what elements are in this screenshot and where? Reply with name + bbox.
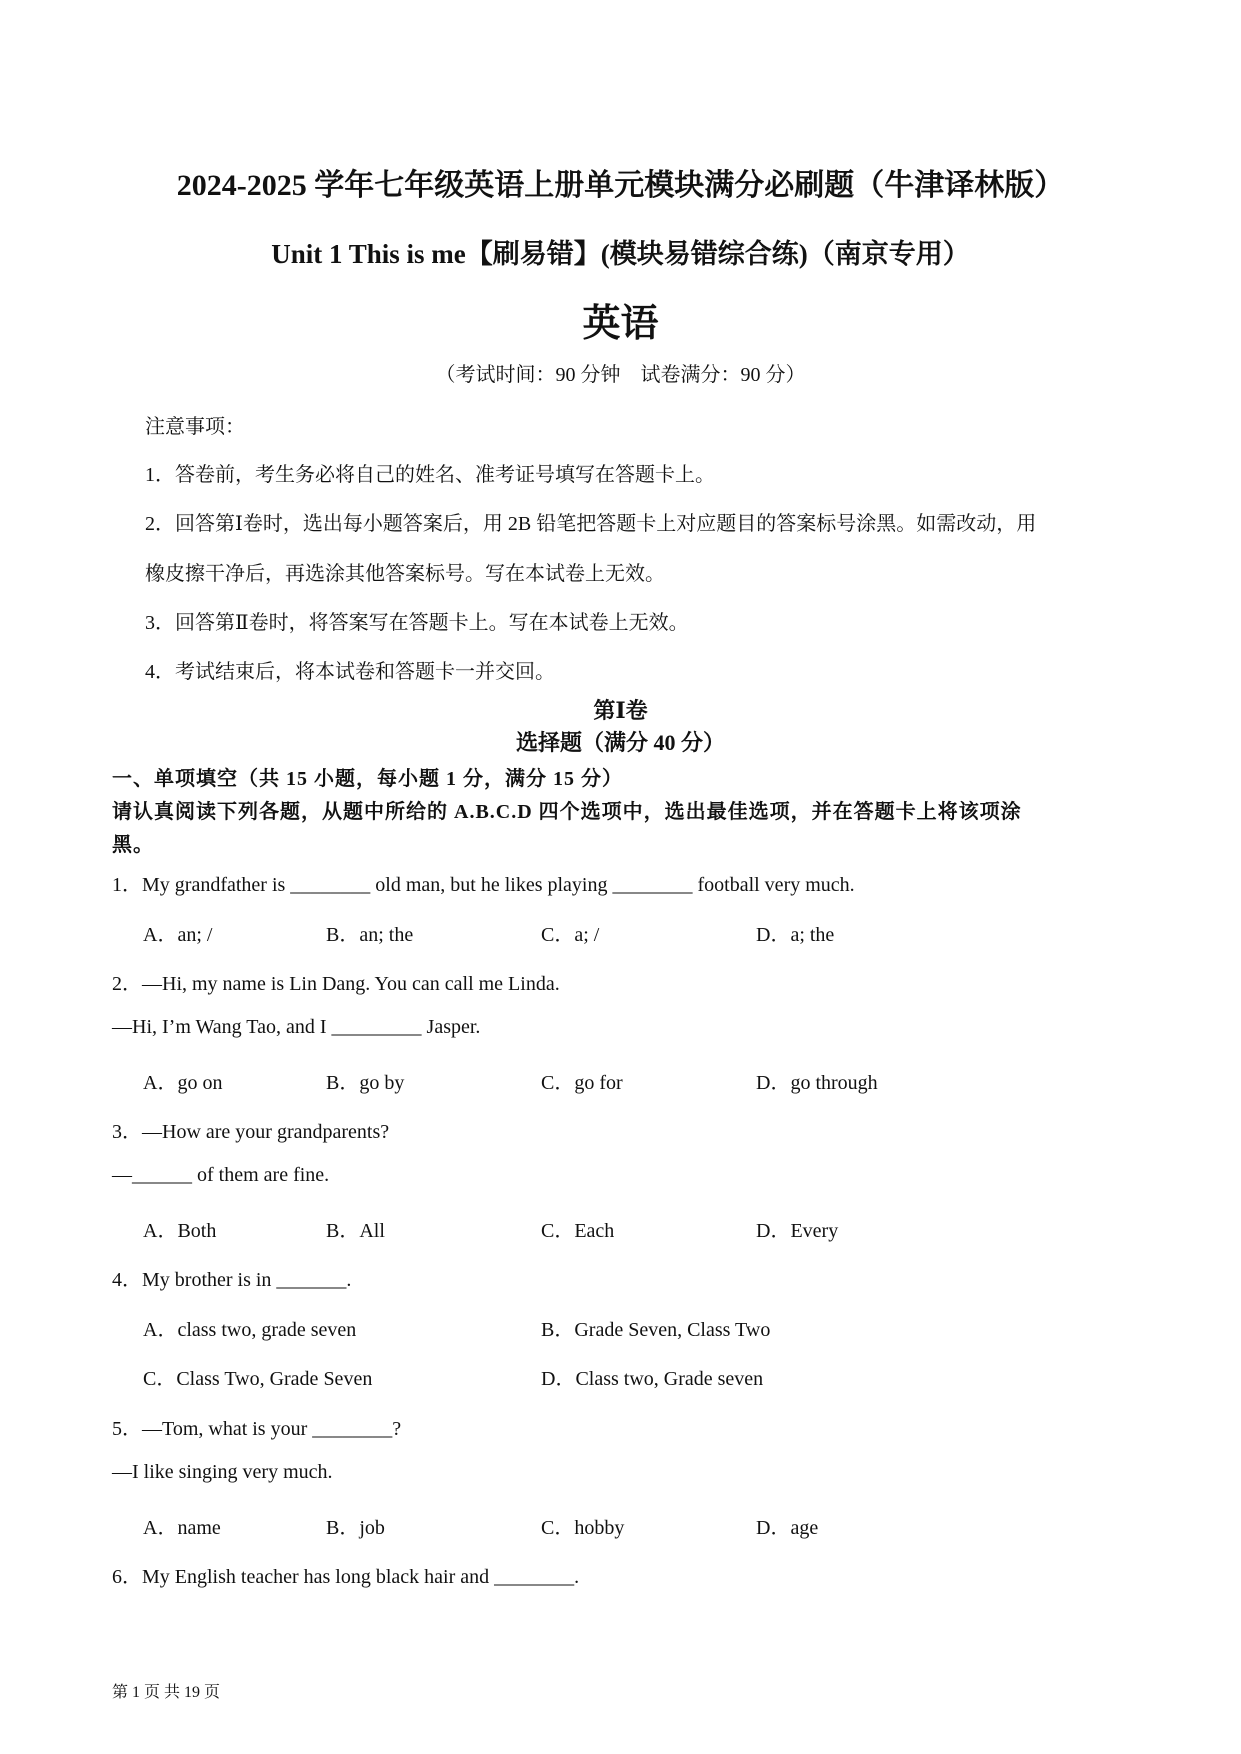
notice-item-3: 3．回答第Ⅱ卷时，将答案写在答题卡上。写在本试卷上无效。 — [145, 612, 689, 634]
notice-item-2-continued: 橡皮擦干净后，再选涂其他答案标号。写在本试卷上无效。 — [145, 563, 665, 585]
question-2-option-b: B．go by — [326, 1072, 405, 1094]
notice-item-1: 1．答卷前，考生务必将自己的姓名、准考证号填写在答题卡上。 — [145, 464, 715, 486]
question-2-option-a: A．go on — [143, 1072, 223, 1094]
question-2-stem-line-2: —Hi, I’m Wang Tao, and I _________ Jasper. — [112, 1016, 481, 1038]
question-6-stem: 6．My English teacher has long black hair and ________. — [112, 1566, 580, 1588]
instruction-line-2: 黑。 — [112, 834, 154, 856]
question-4-option-c: C．Class Two, Grade Seven — [143, 1368, 373, 1390]
question-5-option-a: A．name — [143, 1517, 221, 1539]
question-5-stem-line-2: —I like singing very much. — [112, 1461, 333, 1483]
question-5-stem-line-1: 5．—Tom, what is your ________? — [112, 1418, 402, 1440]
part-title: 一、单项填空（共 15 小题，每小题 1 分，满分 15 分） — [112, 768, 623, 790]
notice-heading: 注意事项： — [145, 416, 245, 438]
question-4-option-a: A．class two, grade seven — [143, 1319, 357, 1341]
section-title: 选择题（满分 40 分） — [515, 730, 725, 755]
question-4-option-b: B．Grade Seven, Class Two — [541, 1319, 771, 1341]
question-5-option-b: B．job — [326, 1517, 385, 1539]
page-number: 第 1 页 共 19 页 — [112, 1684, 221, 1701]
question-1-option-a: A．an; / — [143, 924, 213, 946]
question-3-stem-line-1: 3．—How are your grandparents? — [112, 1121, 390, 1143]
question-1-option-b: B．an; the — [326, 924, 414, 946]
question-1-option-c: C．a; / — [541, 924, 600, 946]
question-4-option-d: D．Class two, Grade seven — [541, 1368, 764, 1390]
question-2-option-c: C．go for — [541, 1072, 623, 1094]
document-subtitle: Unit 1 This is me【刷易错】(模块易错综合练)（南京专用） — [271, 239, 970, 269]
question-3-option-d: D．Every — [756, 1220, 839, 1242]
volume-heading: 第Ⅰ卷 — [593, 698, 648, 723]
question-3-stem-line-2: —______ of them are fine. — [112, 1164, 330, 1186]
question-2-stem-line-1: 2．—Hi, my name is Lin Dang. You can call me Linda. — [112, 973, 560, 995]
notice-item-2: 2．回答第Ⅰ卷时，选出每小题答案后，用 2B 铅笔把答题卡上对应题目的答案标号涂黑。如需改动，用 — [145, 513, 1037, 535]
exam-info: （考试时间：90 分钟 试卷满分：90 分） — [435, 364, 806, 386]
question-2-option-d: D．go through — [756, 1072, 878, 1094]
question-3-option-c: C．Each — [541, 1220, 615, 1242]
question-5-option-d: D．age — [756, 1517, 819, 1539]
subject-heading: 英语 — [582, 303, 659, 345]
question-3-option-b: B．All — [326, 1220, 385, 1242]
instruction-line-1: 请认真阅读下列各题，从题中所给的 A.B.C.D 四个选项中，选出最佳选项，并在答题卡上将该项涂 — [112, 801, 1022, 823]
question-1-stem: 1．My grandfather is ________ old man, but he likes playing ________ football very much. — [112, 874, 855, 896]
notice-item-4: 4．考试结束后，将本试卷和答题卡一并交回。 — [145, 661, 555, 683]
question-3-option-a: A．Both — [143, 1220, 217, 1242]
question-1-option-d: D．a; the — [756, 924, 835, 946]
question-5-option-c: C．hobby — [541, 1517, 625, 1539]
question-4-stem: 4．My brother is in _______. — [112, 1269, 352, 1291]
document-title: 2024-2025 学年七年级英语上册单元模块满分必刷题（牛津译林版） — [176, 169, 1065, 202]
